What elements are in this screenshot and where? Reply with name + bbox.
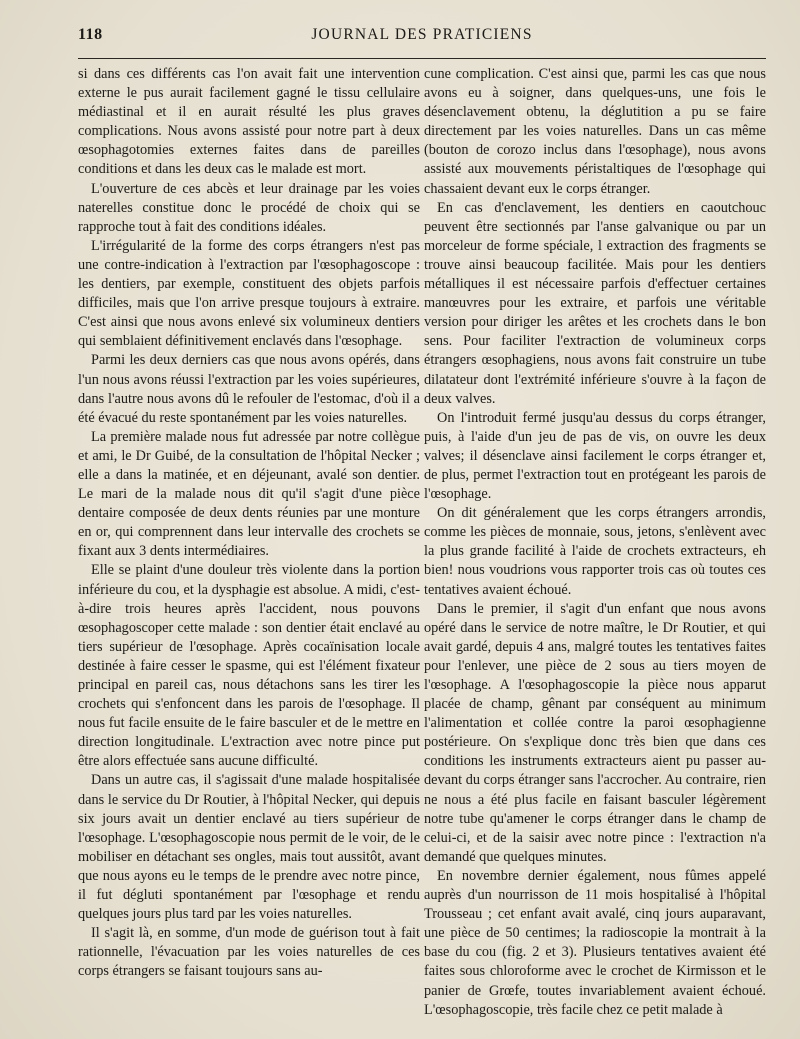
page-header [78, 26, 766, 59]
left-column-paragraph: si dans ces différents cas l'on avait fait une intervention externe le pus aurait facilement gagné le tissu cellulaire médiastinal et il en aurait résulté les plus graves complications. Nous avons assisté pour notre part à deux œsophagotomies externes faites dans de pareilles conditions et dans les deux cas le malade est mort. [78, 66, 420, 178]
right-column-paragraph: cune complication. C'est ainsi que, parmi les cas que nous avons eu à soigner, dans quelques-uns, une fois le désenclavement obtenu, la déglutition a pu se faire directement par les voies naturelles. Dans un cas même (bouton de corozo inclus dans l'œsophage), nous avons assisté aux mouvements péristaltiques de l'œsophage qui chassaient devant eux le corps étranger. [424, 66, 766, 197]
right-column-paragraph: On l'introduit fermé jusqu'au dessus du corps étranger, puis, à l'aide d'un jeu de pas de vis, on ouvre les deux valves; il désenclave ainsi facilement le corps étranger et, de plus, permet l'extraction tout en protégeant les parois de l'œsophage. [424, 409, 766, 503]
right-column-paragraph: On dit généralement que les corps étrangers arrondis, comme les pièces de monnaie, sous, jetons, s'enlèvent avec la plus grande facilité à l'aide de crochets extracteurs, eh bien! nous voudrions vous rapporter trois cas où toutes ces tentatives avaient échoué. [424, 505, 766, 598]
right-column-paragraph: Dans le premier, il s'agit d'un enfant que nous avons opéré dans le service de notre maître, le Dr Routier, et qui avait gardé, depuis 4 ans, malgré toutes les tentatives faites pour l'enlever, une pièce de 2 sous au tiers moyen de l'œsophage. A l'œsophagoscopie la pièce nous apparut placée de champ, gênant par conséquent au minimum l'alimentation et collée contre la paroi œsophagienne postérieure. On s'explique donc très bien que dans ces conditions les instruments extracteurs aient pu passer au-devant du corps étranger sans l'accrocher. Au contraire, rien ne nous a été plus facile en faisant basculer légèrement notre tube qu'amener le corps étranger dans le champ de celui-ci, et de la saisir avec notre pince : l'extraction n'a demandé que quelques minutes. [424, 600, 766, 865]
article-body [78, 65, 766, 1020]
left-column-paragraph: Il s'agit là, en somme, d'un mode de guérison tout à fait rationnelle, l'évacuation par les voies naturelles de ces corps étrangers se faisant toujours sans au- [78, 925, 420, 980]
right-column-paragraph: En cas d'enclavement, les dentiers en caoutchouc peuvent être sectionnés par l'anse galvanique ou par un morceleur de forme spéciale, l extraction des fragments se trouve ainsi beaucoup facilitée. Mais pour les dentiers métalliques il est nécessaire parfois d'effectuer certaines manœuvres pour les extraire, et parfois une véritable version pour diriger les arêtes et les crochets dans le bon sens. Pour faciliter l'extraction de volumineux corps étrangers œsophagiens, nous avons fait construire un tube dilatateur dont l'extrémité inférieure s'ouvre à la façon de deux valves. [424, 199, 766, 407]
left-column-paragraph: Elle se plaint d'une douleur très violente dans la portion inférieure du cou, et la dysphagie est absolue. A midi, c'est-à-dire trois heures après l'accident, nous pouvons œsophagoscoper cette malade : son dentier était enclavé au tiers supérieur de l'œsophage. Après cocaïnisation locale destinée à faire cesser le spasme, qui est l'élément fixateur principal en pareil cas, nous détachons sans les tirer les crochets qui s'enfoncent dans les parois de l'œsophage. Il nous fut facile ensuite de le faire basculer et de le mettre en direction longitudinale. L'extraction avec notre pince put être alors effectuée sans aucune difficulté. [78, 562, 420, 770]
right-column-paragraph: En novembre dernier également, nous fûmes appelé auprès d'un nourrisson de 11 mois hospitalisé à l'hôpital Trousseau ; cet enfant avait avalé, cinq jours auparavant, une pièce de 50 centimes; la radioscopie la montrait à la base du cou (fig. 2 et 3). Plusieurs tentatives avaient été faites sous chloroforme avec le crochet de Kirmisson et le panier de Grœfe, toutes invariablement avaient échoué. L'œsophagoscopie, très facile chez ce petit malade à [424, 867, 766, 1018]
right-column [424, 65, 766, 1020]
left-column-paragraph: Dans un autre cas, il s'agissait d'une malade hospitalisée dans le service du Dr Routier, à l'hôpital Necker, qui depuis six jours avait un dentier enclavé au tiers supérieur de l'œsophage. L'œsophagoscopie nous permit de le voir, de le mobiliser en détachant ses ongles, mais tout aussitôt, avant que nous ayons eu le temps de le prendre avec notre pince, il fut dégluti spontanément par l'œsophage et rendu quelques jours plus tard par les voies naturelles. [78, 772, 420, 923]
left-column-paragraph: La première malade nous fut adressée par notre collègue et ami, le Dr Guibé, de la consultation de l'hôpital Necker ; elle a dans la matinée, et en déjeunant, avalé son dentier. Le mari de la malade nous dit qu'il s'agit d'une pièce dentaire composée de deux dents réunies par une monture en or, qui comprennent dans leur intervalle des crochets se fixant aux 3 dents intermédiaires. [78, 428, 420, 560]
left-column-paragraph: Parmi les deux derniers cas que nous avons opérés, dans l'un nous avons réussi l'extraction par les voies supérieures, dans l'autre nous avons dû le refouler de l'estomac, d'où il a été évacué du reste spontanément par les voies naturelles. [78, 352, 420, 426]
left-column-paragraph: L'irrégularité de la forme des corps étrangers n'est pas une contre-indication à l'extraction par l'œsophagoscope : les dentiers, par exemple, constituent des objets parfois difficiles, mais que l'on arrive presque toujours à extraire. C'est ainsi que nous avons enlevé six volumineux dentiers qui semblaient définitivement enclavés dans l'œsophage. [78, 237, 420, 350]
journal-title: JOURNAL DES PRATICIENS [311, 26, 533, 43]
left-column-paragraph: L'ouverture de ces abcès et leur drainage par les voies naterelles constitue donc le procédé de choix qui se rapproche tout à fait des conditions idéales. [78, 180, 420, 235]
left-column [78, 65, 420, 1020]
page-number: 118 [78, 26, 103, 43]
